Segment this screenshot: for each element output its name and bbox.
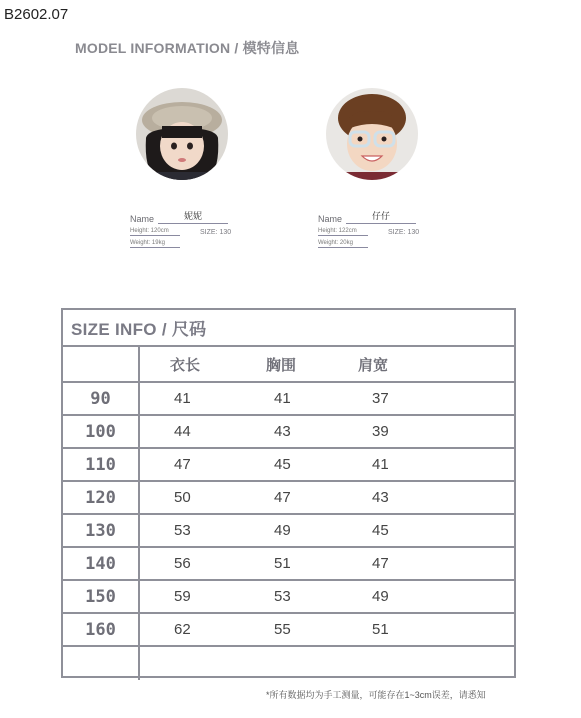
value-cell: 62 — [174, 621, 191, 638]
size-table — [61, 308, 516, 678]
value-cell: 59 — [174, 588, 191, 605]
model-weight: Weight: 20kg — [318, 240, 368, 248]
model-height: Height: 120cm — [130, 228, 180, 236]
value-cell: 47 — [174, 456, 191, 473]
value-cell: 43 — [274, 423, 291, 440]
model-photo-girl — [136, 88, 228, 180]
table-row — [63, 416, 514, 449]
value-cell: 49 — [274, 522, 291, 539]
name-label: Name — [130, 214, 155, 224]
table-row-empty — [63, 647, 514, 680]
size-cell: 90 — [63, 383, 140, 414]
value-cell — [340, 647, 440, 680]
value-cell: 51 — [372, 621, 389, 638]
value-cell: 53 — [174, 522, 191, 539]
size-cell: 150 — [63, 581, 140, 612]
value-cell: 41 — [174, 390, 191, 407]
product-code: B2602.07 — [4, 6, 69, 23]
size-cell: 110 — [63, 449, 140, 480]
value-cell: 55 — [274, 621, 291, 638]
table-row — [63, 515, 514, 548]
value-cell: 53 — [274, 588, 291, 605]
size-table-title: SIZE INFO / 尺码 — [63, 310, 514, 347]
value-cell: 50 — [174, 489, 191, 506]
header-cell: 衣长 — [170, 356, 201, 374]
size-cell: 100 — [63, 416, 140, 447]
value-cell: 45 — [372, 522, 389, 539]
table-header-row — [63, 347, 514, 383]
name-label: Name — [318, 214, 343, 224]
model-size: SIZE: 130 — [200, 229, 232, 236]
table-row — [63, 383, 514, 416]
table-row — [63, 614, 514, 647]
value-cell: 41 — [274, 390, 291, 407]
model-section-title: MODEL INFORMATION / 模特信息 — [75, 40, 300, 56]
model-weight: Weight: 19kg — [130, 240, 180, 248]
table-row — [63, 548, 514, 581]
value-cell: 47 — [274, 489, 291, 506]
header-cell: 胸围 — [266, 356, 297, 374]
size-cell — [63, 647, 140, 680]
model-name: 妮妮 — [158, 209, 228, 224]
value-cell: 44 — [174, 423, 191, 440]
value-cell: 43 — [372, 489, 389, 506]
model-card — [130, 208, 231, 248]
size-cell: 160 — [63, 614, 140, 645]
table-row — [63, 581, 514, 614]
value-cell: 41 — [372, 456, 389, 473]
header-cell — [63, 347, 140, 381]
table-row — [63, 482, 514, 515]
table-row — [63, 449, 514, 482]
value-cell: 39 — [372, 423, 389, 440]
value-cell: 49 — [372, 588, 389, 605]
header-cell: 肩宽 — [358, 356, 389, 374]
model-size: SIZE: 130 — [388, 229, 420, 236]
value-cell — [240, 647, 340, 680]
model-card — [318, 208, 419, 248]
model-height: Height: 122cm — [318, 228, 368, 236]
value-cell: 37 — [372, 390, 389, 407]
value-cell — [140, 647, 240, 680]
measurement-footnote: *所有数据均为手工测量，可能存在1~3cm误差，请悉知 — [266, 690, 486, 700]
model-photo-boy — [326, 88, 418, 180]
size-cell: 140 — [63, 548, 140, 579]
size-cell: 120 — [63, 482, 140, 513]
model-name: 仔仔 — [346, 209, 416, 224]
value-cell: 51 — [274, 555, 291, 572]
value-cell: 56 — [174, 555, 191, 572]
value-cell: 47 — [372, 555, 389, 572]
value-cell: 45 — [274, 456, 291, 473]
size-cell: 130 — [63, 515, 140, 546]
